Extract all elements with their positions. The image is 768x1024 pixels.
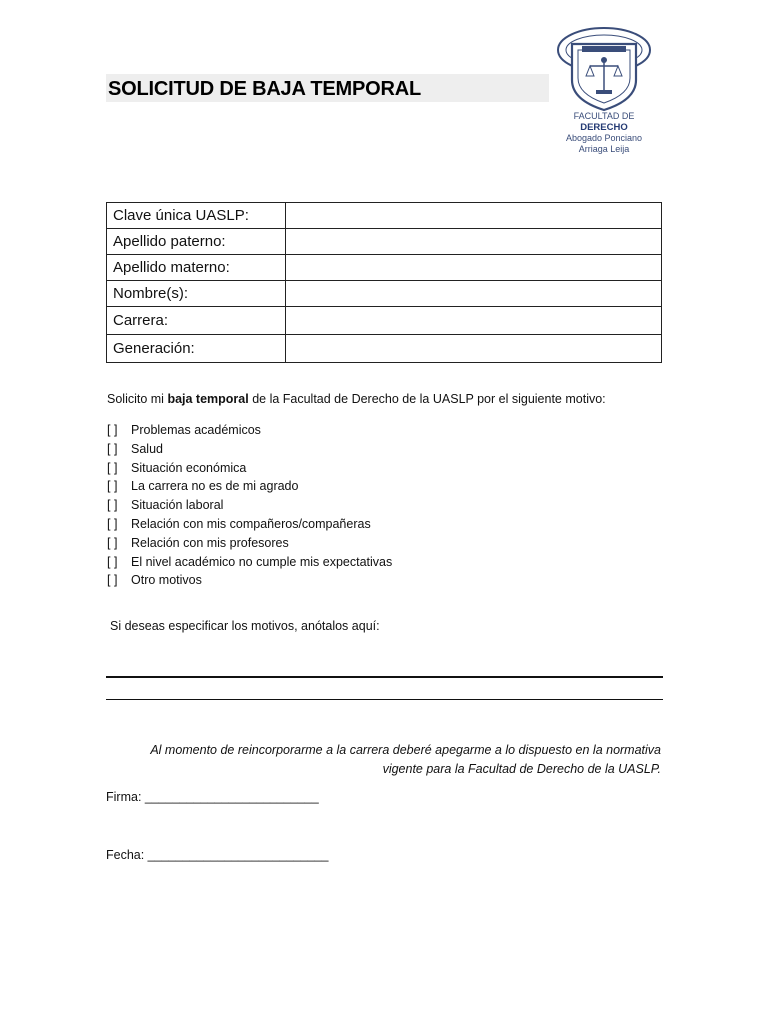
request-suffix: de la Facultad de Derecho de la UASLP por el siguiente motivo: [248,392,606,406]
option-item[interactable] [107,571,392,590]
option-item[interactable] [107,496,392,515]
field-label-nombre: Nombre(s): [107,281,286,307]
option-item[interactable] [107,534,392,553]
table-row [107,203,662,229]
note-line-2: vigente para la Facultad de Derecho de la UASLP. [382,762,661,776]
field-label-apellido-materno: Apellido materno: [107,255,286,281]
reason-options [107,421,392,590]
checkbox-icon[interactable]: [ ] [107,516,118,531]
option-label: El nivel académico no cumple mis expectativas [131,554,393,569]
field-input-apellido-materno[interactable] [286,255,662,281]
request-prefix: Solicito mi [107,392,168,406]
checkbox-icon[interactable]: [ ] [107,535,118,550]
field-label-apellido-paterno: Apellido paterno: [107,229,286,255]
table-row [107,307,662,335]
option-item[interactable] [107,477,392,496]
option-label: Problemas académicos [131,423,261,437]
checkbox-icon[interactable]: [ ] [107,479,118,494]
checkbox-icon[interactable]: [ ] [107,460,118,475]
shield-icon [548,20,660,112]
reason-write-line[interactable] [106,676,663,678]
option-label: Salud [131,441,163,456]
checkbox-icon[interactable]: [ ] [107,423,118,437]
option-item[interactable] [107,421,392,440]
table-row [107,229,662,255]
checkbox-icon[interactable]: [ ] [107,441,118,456]
option-label: Situación económica [131,460,247,475]
option-item[interactable] [107,553,392,572]
signature-field[interactable]: Firma: _________________________ [106,790,319,804]
field-label-carrera: Carrera: [107,307,286,335]
option-label: Relación con mis compañeros/compañeras [131,516,371,531]
page-title: SOLICITUD DE BAJA TEMPORAL [108,78,421,100]
request-bold: baja temporal [167,392,249,406]
reason-write-line-2[interactable] [106,699,663,700]
note-line-1: Al momento de reincorporarme a la carrera deberé apegarme a lo dispuesto en la normativa [150,743,661,757]
checkbox-icon[interactable]: [ ] [107,498,118,513]
option-item[interactable] [107,515,392,534]
option-item[interactable] [107,459,392,478]
field-input-apellido-paterno[interactable] [286,229,662,255]
field-input-carrera[interactable] [286,307,662,335]
specify-label: Si deseas especificar los motivos, anótalos aquí: [110,619,380,633]
logo-line-3: Abogado Ponciano [565,133,643,143]
date-field[interactable]: Fecha: __________________________ [106,848,329,862]
field-input-generacion[interactable] [286,335,662,363]
table-row [107,255,662,281]
logo-line-1: FACULTAD DE [573,111,635,121]
logo-line-4: Arriaga Leija [578,144,630,154]
faculty-logo [548,20,660,160]
checkbox-icon[interactable]: [ ] [107,573,118,588]
option-item[interactable] [107,440,392,459]
option-label: Relación con mis profesores [131,535,289,550]
field-label-clave: Clave única UASLP: [107,203,286,229]
field-input-clave[interactable] [286,203,662,229]
option-label: Otro motivos [131,573,202,588]
checkbox-icon[interactable]: [ ] [107,554,118,569]
option-label: Situación laboral [131,498,224,513]
request-statement [107,392,606,406]
student-info-table [106,202,662,363]
field-input-nombre[interactable] [286,281,662,307]
field-label-generacion: Generación: [107,335,286,363]
option-label: La carrera no es de mi agrado [131,479,299,494]
table-row [107,281,662,307]
reincorporation-note [106,741,661,779]
logo-line-2: DERECHO [580,122,628,133]
table-row [107,335,662,363]
logo-caption [548,111,660,155]
